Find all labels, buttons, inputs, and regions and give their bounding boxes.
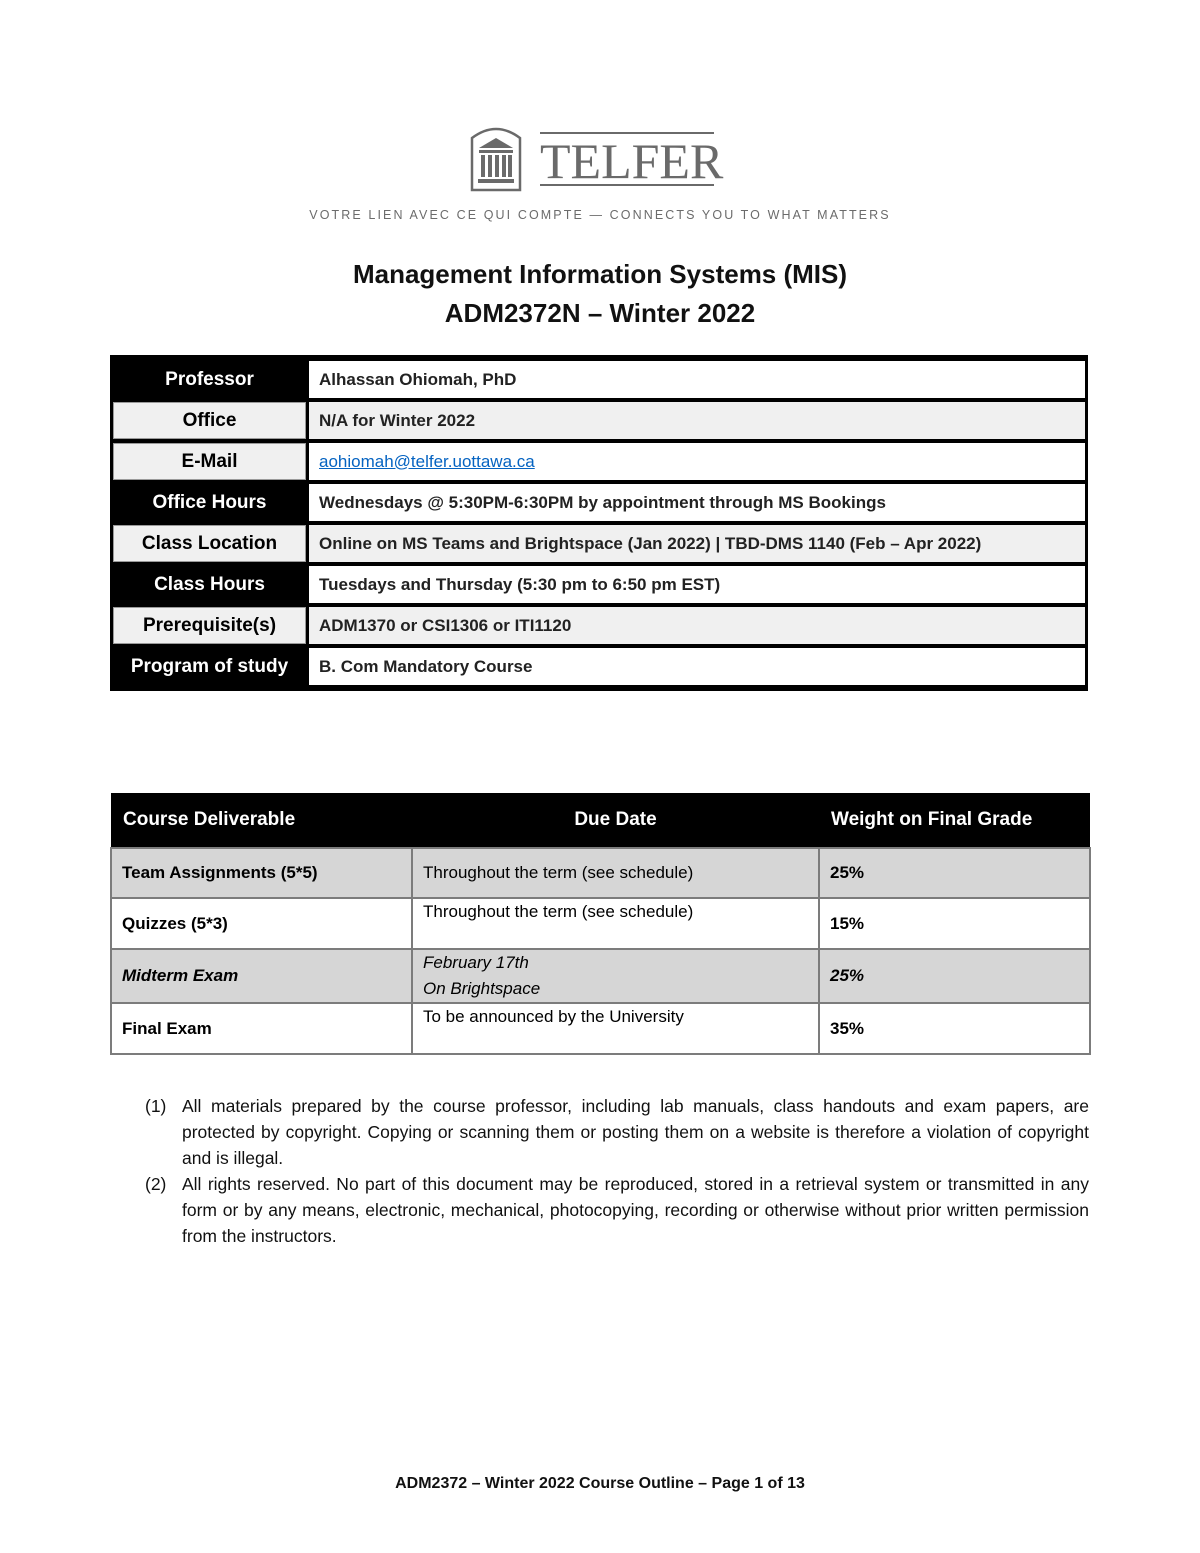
info-value: B. Com Mandatory Course [306,648,1085,685]
info-row-prerequisites [113,607,1085,644]
info-row-email [113,443,1085,480]
table-row [111,898,1090,949]
info-value: ADM1370 or CSI1306 or ITI1120 [306,607,1085,644]
info-value: Alhassan Ohiomah, PhD [306,361,1085,398]
course-info-table [110,355,1088,691]
due-line: February 17th [423,953,529,972]
table-row [111,1003,1090,1054]
info-label: Class Hours [113,566,306,603]
column-header: Due Date [412,793,819,848]
svg-text:TELFER: TELFER [540,133,724,189]
deliverable-name: Team Assignments (5*5) [111,848,412,898]
info-label: Professor [113,361,306,398]
column-header: Weight on Final Grade [819,793,1090,848]
tagline: VOTRE LIEN AVEC CE QUI COMPTE — CONNECTS YOU TO WHAT MATTERS [309,208,891,222]
info-label: Office Hours [113,484,306,521]
deliverable-weight: 15% [819,898,1090,949]
deliverable-due: To be announced by the University [412,1003,819,1054]
note-item [145,1171,1089,1249]
info-row-class-location [113,525,1085,562]
copyright-notes [145,1093,1089,1249]
info-row-program [113,648,1085,685]
deliverable-due: Throughout the term (see schedule) [412,848,819,898]
email-link[interactable]: aohiomah@telfer.uottawa.ca [319,451,535,471]
deliverable-name: Midterm Exam [111,949,412,1003]
info-label: Class Location [113,525,306,562]
info-value: Tuesdays and Thursday (5:30 pm to 6:50 pm EST) [306,566,1085,603]
info-label: Prerequisite(s) [113,607,306,644]
deliverable-due: Throughout the term (see schedule) [412,898,819,949]
table-row [111,848,1090,898]
deliverable-due [412,949,819,1003]
deliverables-table [110,793,1091,1055]
info-label: Program of study [113,648,306,685]
note-number: (2) [145,1174,167,1194]
deliverable-name: Final Exam [111,1003,412,1054]
info-value [306,443,1085,480]
info-row-professor [113,361,1085,398]
due-line: On Brightspace [423,979,541,998]
table-row [111,949,1090,1003]
note-text: All rights reserved. No part of this document may be reproduced, stored in a retrieval system or transmitted in any form or by any means, electronic, mechanical, photocopying, recording or otherwise without prior written permission from the instructors. [182,1174,1089,1246]
column-header: Course Deliverable [111,793,412,848]
course-title: Management Information Systems (MIS) [352,259,848,289]
deliverable-name: Quizzes (5*3) [111,898,412,949]
deliverable-weight: 35% [819,1003,1090,1054]
info-row-office-hours [113,484,1085,521]
note-item [145,1093,1089,1171]
telfer-logo [466,118,726,194]
course-code-term: ADM2372N – Winter 2022 [444,298,756,328]
info-row-office [113,402,1085,439]
note-number: (1) [145,1096,167,1116]
deliverables-header-row [111,793,1090,848]
page-footer: ADM2372 – Winter 2022 Course Outline – Page 1 of 13 [395,1475,805,1492]
note-text: All materials prepared by the course professor, including lab manuals, class handouts and exam papers, are protected by copyright. Copying or scanning them or posting them on a website is therefore a violation of copyright and is illegal. [182,1096,1089,1168]
info-value: Online on MS Teams and Brightspace (Jan 2022) | TBD-DMS 1140 (Feb – Apr 2022) [306,525,1085,562]
info-value: Wednesdays @ 5:30PM-6:30PM by appointment through MS Bookings [306,484,1085,521]
info-value: N/A for Winter 2022 [306,402,1085,439]
deliverable-weight: 25% [819,949,1090,1003]
info-label: Office [113,402,306,439]
info-row-class-hours [113,566,1085,603]
info-label: E-Mail [113,443,306,480]
deliverable-weight: 25% [819,848,1090,898]
